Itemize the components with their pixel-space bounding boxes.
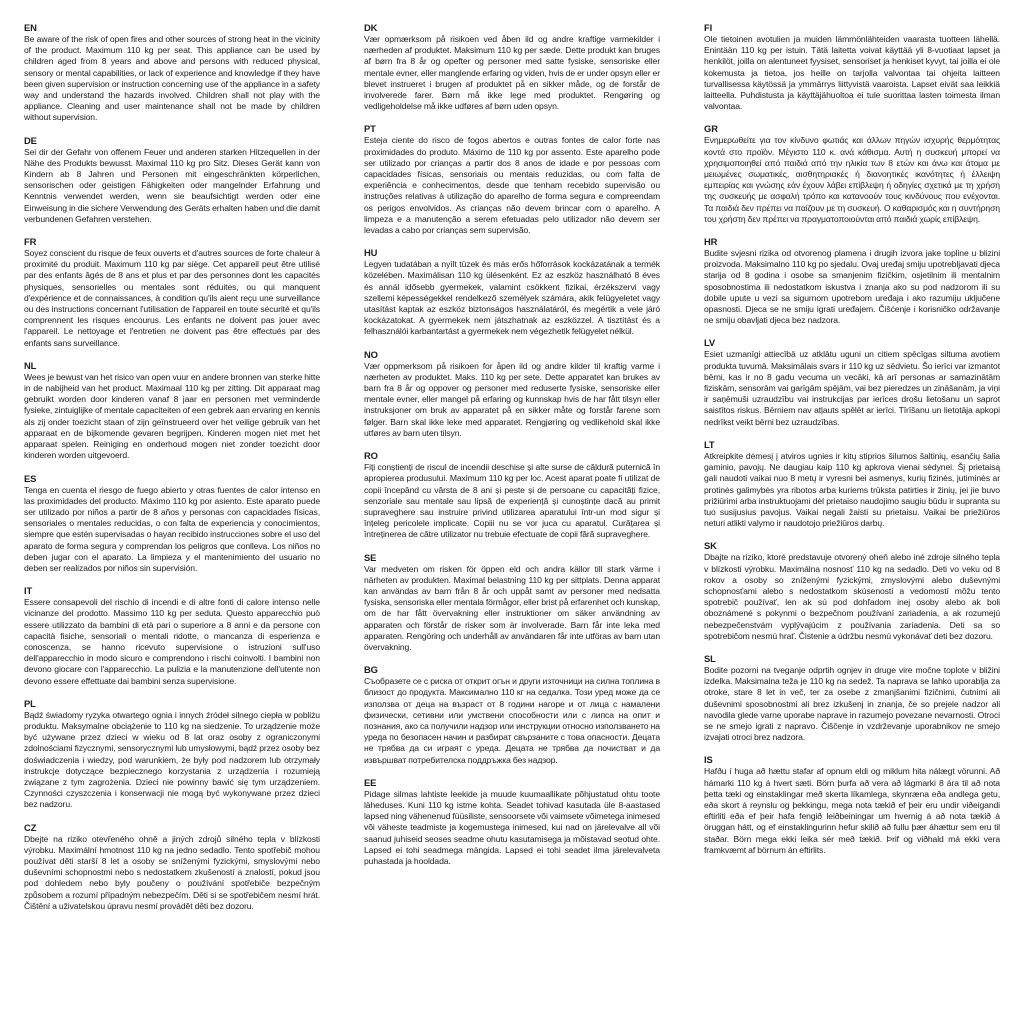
warning-text: Soyez conscient du risque de feux ouverts et d'autres sources de forte chaleur à proximité du produit. Maximum 110 kg par siège. Cet appareil peut être utilisé par des enfants âgés de 8 ans et plus et par des personnes dont les capacités physiques, sensorielles ou mentales sont réduites, ou qui manquent d'expérience et de connaissances, à condition qu'ils aient reçu une surveillance ou des instructions concernant l'utilisation de l'appareil en toute sécurité et qu'ils comprennent les risques encourus. Les enfants ne doivent pas jouer avec l'appareil. Le nettoyage et l'entretien ne doivent pas être effectués par des enfants sans surveillance. [24,248,320,348]
language-section [24,473,320,575]
language-section [704,653,1000,743]
language-section [24,135,320,225]
language-section [704,236,1000,326]
language-section [364,664,660,766]
language-code-label: EE [364,776,377,788]
language-section [364,552,660,654]
column-left [24,22,320,923]
language-section [364,22,660,112]
warning-text: Tenga en cuenta el riesgo de fuego abierto y otras fuentes de calor intenso en las proximidades del producto. Máximo 110 kg por asiento. Este aparato puede ser utilizado por niños a partir de 8 años y personas con capacidades físicas, sensoriales o mentales reducidas, o con falta de experiencia y conocimientos, siempre que estén supervisadas o hayan recibido instrucciones sobre el uso del aparato de forma segura y comprendan los peligros que conlleva. Los niños no deben jugar con el aparato. La limpieza y el mantenimiento del usuario no deben ser realizados por niños sin supervisión. [24,484,320,573]
language-section [24,236,320,349]
warning-text: Bądź świadomy ryzyka otwartego ognia i innych źródeł silnego ciepła w pobliżu produktu. Maksymalne obciążenie to 110 kg na siedzenie. To urządzenie może być używane przez dzieci w wieku od 8 lat oraz osoby z ograniczonymi zdolnościami fizycznymi, sensorycznymi lub umysłowymi, bądź przez osoby bez doświadczenia i wiedzy, pod warunkiem, że były pod nadzorem lub otrzymały instrukcje dotyczące bezpiecznego korzystania z urządzenia i rozumieją związane z tym zagrożenia. Dzieci nie powinny bawić się tym urządzeniem. Czynności czyszczenia i konserwacji nie mogą być wykonywane przez dzieci bez nadzoru. [24,709,320,810]
language-section [364,123,660,236]
warning-text: Budite svjesni rizika od otvorenog plamena i drugih izvora jake topline u blizini proizvoda. Maksimalno 110 kg po sjedalu. Ovaj uređaj smiju upotrebljavati djeca starija od 8 godina i osobe sa smanjenim fizičkim, osjetilnim ili mentalnim sposobnostima ili nedostatkom iskustva i znanja ako su pod nadzorom ili su dobile upute u vezi sa sigurnom upotrebom uređaja i ako razumiju uključene opasnosti. Djeca se ne smiju igrati uređajem. Čišćenje i korisničko održavanje ne smiju obavljati djeca bez nadzora. [704,248,1000,326]
language-code-label: SK [704,540,717,552]
language-section [24,822,320,912]
language-code-label: NO [364,348,378,360]
language-section [364,450,660,540]
language-section [704,540,1000,642]
language-code-label: LV [704,337,716,349]
warning-text: Be aware of the risk of open fires and other sources of strong heat in the vicinity of the product. Maximum 110 kg per seat. This appliance can be used by children aged from 8 years and above and persons with reduced physical, sensory or mental capabilities, or lack of experience and knowledge if they have been given supervision or instruction concerning use of the appliance in a safety way and understand the hazards involved. Children shall not play with the appliance. Cleaning and user maintenance shall not be made by children without supervision. [24,34,320,123]
warning-text: Wees je bewust van het risico van open vuur en andere bronnen van sterke hitte in de nabijheid van het product. Maximaal 110 kg per zitting. Dit apparaat mag gebruikt worden door kinderen vanaf 8 jaar en personen met verminderde fysieke, zintuiglijke of mentale capaciteiten of een gebrek aan ervaring en kennis als zij onder toezicht staan of zijn geïnstrueerd over het veilige gebruik van het apparaat en de bijkomende gevaren begrijpen. Kinderen mogen niet met het apparaat spelen. Reiniging en onderhoud mogen niet zonder toezicht door kinderen worden uitgevoerd. [24,371,320,461]
language-code-label: PT [364,123,376,135]
warning-text: Съобразете се с риска от открит огън и други източници на силна топлина в близост до продукта. Максимално 110 кг на седалка. Този уред може да се използва от деца на възраст от 8 години нагоре и от лица с намалени физически, сетивни или умствени способности или с липса на опит и познания, ако са получили надзор или инструкции относно използването на уреда по безопасен начин и разбират свързаните с това опасности. Децата не трябва да си играят с уреда. Децата не трябва да почистват и да извършват потребителска поддръжка без надзор. [364,676,660,765]
language-code-label: EN [24,22,37,33]
warning-text: Dbejte na riziko otevřeného ohně a jiných zdrojů silného tepla v blízkosti výrobku. Maximální hmotnost 110 kg na jedno sedadlo. Tento spotřebič mohou používat děti starší 8 let a osoby se sníženými fyzickými, smyslovými nebo duševními schopnostmi nebo s nedostatkem zkušeností a znalostí, pokud jsou pod dohledem nebo byly poučeny o používání spotřebiče bezpečným způsobem a rozumí případným nebezpečím. Děti si se spotřebičem nesmí hrát. Čištění a uživatelskou úpravu nesmí provádět děti bez dozoru. [24,833,320,911]
language-code-label: IT [24,585,33,597]
language-section [24,698,320,811]
language-code-label: SL [704,652,716,664]
warning-text: Sei dir der Gefahr von offenem Feuer und anderen starken Hitzequellen in der Nähe des Produkts bewusst. Maximal 110 kg pro Sitz. Dieses Gerät kann von Kindern ab 8 Jahren und Personen mit eingeschränkten körperlichen, sensorischen oder geistigen Fähigkeiten oder mangelnder Erfahrung und Kenntnis verwendet werden, wenn sie beaufsichtigt werden oder eine Einweisung in die sichere Verwendung des Geräts erhalten haben und die damit verbundenen Gefahren verstehen. [24,146,320,224]
language-code-label: CZ [24,821,37,833]
language-section [704,439,1000,529]
language-code-label: GR [704,123,718,135]
language-section [704,754,1000,856]
warning-text: Hafðu í huga að hættu stafar af opnum eldi og miklum hita nálægt vörunni. Að hámarki 110 kg á hvert sæti. Börn þurfa að vera að lágmarki 8 ára til að nota þetta tæki og einstaklingar með skerta líkamlega, skynræna eða andlega getu, eða skort á reynslu og þekkingu, mega nota tækið ef þeir eru undir viðeigandi eftirliti eða ef þeir hafa fengið leiðbeiningar um hvernig á að nota tækið á öruggan hátt, og ef einstaklingurinn hefur skilið að fullu þær áhættur sem eru til staðar. Börn mega ekki leika sér með tækið. Þrif og viðhald má ekki vera framkvæmt af börnum án eftirlits. [704,766,1000,855]
language-code-label: ES [24,472,37,484]
language-code-label: DE [24,134,37,146]
warning-text: Pidage silmas lahtiste leekide ja muude kuumaallikate põhjustatud ohtu toote läheduses. Kuni 110 kg istme kohta. Seadet tohivad kasutada üle 8-aastased lapsed ning vähenenud füüsiliste, sensoorsete või vaimsete võimetega inimesed või väheste teadmiste ja kogemustega inimesed, kui nad on järelevalve all või saanud juhiseid seoses seadme ohutu kasutamisega ja mõistavad seotud ohte. Lapsed ei tohi seadmega mängida. Lapsed ei tohi seadet ilma järelevalveta puhastada ja hooldada. [364,788,660,866]
warning-text: Ole tietoinen avotulien ja muiden lämmönlähteiden vaarasta tuotteen lähellä. Enintään 110 kg per istuin. Tätä laitetta voivat käyttää yli 8-vuotiaat lapset ja henkilöt, joilla on alentuneet fyysiset, sensoriset ja henkiset kyvyt, tai joilla ei ole kokemusta ja tietoa, jos heille on tarjolla valvontaa tai ohjeita laitteen turvallisessa käytössä ja ymmärrys liittyvistä vaaroista. Lapset eivät saa leikkiä laitteella. Puhdistusta ja käyttäjähuoltoa ei tule suorittaa lasten toimesta ilman valvontaa. [704,34,1000,112]
language-code-label: BG [364,664,378,676]
warning-text: Vær opmærksom på risikoen ved åben ild og andre kraftige varmekilder i nærheden af produktet. Maksimum 110 kg per sæde. Dette produkt kan bruges af børn fra 8 år og opefter og personer med satte fysiske, sensoriske eller mentale evner, eller manglende erfaring og viden, hvis de er under opsyn eller er blevet instrueret i brugen af produktet på en sikker måde, og de forstår de involverede farer. Børn må ikke lege med produktet. Rengøring og vedligeholdelse må ikke udføres af børn uden opsyn. [364,34,660,112]
language-section [364,777,660,867]
language-section [704,337,1000,427]
warning-text: Var medveten om risken för öppen eld och andra källor till stark värme i närheten av produkten. Maximal belastning 110 kg per sittplats. Denna apparat kan användas av barn från 8 år och uppåt samt av personer med nedsatta fysiska, sensoriska eller mentala förmågor, eller brist på erfarenhet och kunskap, om de har fått övervakning eller instruktioner om säker användning av apparaten och förstår de risker som är involverade. Barn får inte leka med apparaten. Rengöring och underhåll av användaren får inte utföras av barn utan övervakning. [364,563,660,652]
language-code-label: DK [364,22,378,33]
warning-text: Esteja ciente do risco de fogos abertos e outras fontes de calor forte nas proximidades do produto. Máximo de 110 kg por assento. Este aparelho pode ser utilizado por crianças a partir dos 8 anos de idade e por pessoas com capacidades físicas, sensoriais ou mentais reduzidas, ou com falta de experiência e conhecimentos, desde que tenham recebido supervisão ou instruções relativas à utilização do aparelho de forma segura e compreendam os perigos envolvidos. As crianças não devem brincar com o aparelho. A limpeza e a manutenção a serem efetuadas pelo utilizador não devem ser levadas a cabo por crianças sem supervisão. [364,135,660,236]
language-code-label: LT [704,438,715,450]
language-section [24,585,320,687]
language-section [24,360,320,462]
language-code-label: HR [704,236,718,248]
language-code-label: SE [364,551,377,563]
warning-text: Legyen tudatában a nyílt tüzek és más erős hőforrások kockázatának a termék közelében. Maximálisan 110 kg ülésenként. Ez az eszköz használható 8 éves és annál idősebb gyermekek, valamint csökkent fizikai, érzékszervi vagy szellemi képességekkel rendelkező személyek számára, akik felügyeletet vagy utasítást kaptak az eszköz biztonságos használatáról, és megértik a vele járó kockázatokat. A gyermekek nem játszhatnak az eszközzel. A tisztítást és a felhasználói karbantartást a gyermekek nem végezhetik felügyelet nélkül. [364,259,660,337]
warning-text: Vær oppmerksom på risikoen for åpen ild og andre kilder til kraftig varme i nærheten av produktet. Maks. 110 kg per sete. Dette apparatet kan brukes av barn fra 8 år og oppover og personer med reduserte fysiske, sensoriske eller mentale evner, eller mangel på erfaring og kunnskap hvis de har fått tilsyn eller instruksjoner om bruk av apparatet på en sikker måte og forstår farene som følger. Barn skal ikke leke med apparatet. Rengjøring og vedlikehold skal ikke utføres av barn uten tilsyn. [364,360,660,438]
warning-columns [24,22,1000,923]
language-section [364,349,660,439]
language-section [704,22,1000,112]
warning-text: Atkreipkite dėmesį į atviros ugnies ir kitų stiprios šilumos šaltinių, esančių šalia gaminio, pavojų. Ne daugiau kaip 110 kg apkrova vienai sėdynei. Šį prietaisą gali naudoti vaikai nuo 8 metų ir vyresni bei asmenys, kurių fizinės, jutiminės ar protinės galimybės yra ribotos arba kuriems trūksta patirties ir žinių, jei jie buvo prižiūrimi arba instruktuojami dėl prietaiso naudojimo saugiu būdu ir supranta su tuo susijusius pavojus. Vaikai negali žaisti su prietaisu. Vaikai be priežiūros neturi atlikti valymo ir naudotojo priežiūros darbų. [704,450,1000,529]
language-code-label: HU [364,247,378,259]
column-middle [364,22,660,923]
language-code-label: PL [24,697,36,709]
language-code-label: IS [704,754,713,766]
warning-text: Fiți conștienți de riscul de incendii deschise și alte surse de căldură puternică în apropierea produsului. Maximum 110 kg per loc. Acest aparat poate fi utilizat de copii începând cu vârsta de 8 ani și peste și de persoane cu capacități fizice, senzoriale sau mentale sau lipsă de experiență și cunoștințe dacă au primit supraveghere sau instruire privind utilizarea aparatului într-un mod sigur și înțeleg pericolele implicate. Copiii nu se vor juca cu aparatul. Curățarea și întreținerea de către utilizator nu trebuie efectuate de copii fără supraveghere. [364,462,660,540]
warning-text: Essere consapevoli del rischio di incendi e di altre fonti di calore intenso nelle vicinanze del prodotto. Massimo 110 kg per seduta. Questo apparecchio può essere utilizzato da bambini di età pari o superiore a 8 anni e da persone con capacità fisiche, sensoriali o mentali ridotte, o mancanza di esperienza e conoscenza, se hanno ricevuto supervisione o istruzioni sull'uso dell'apparecchio in modo sicuro e comprendono i rischi coinvolti. I bambini non devono giocare con l'apparecchio. La pulizia e la manutenzione dell'utente non devono essere effettuate dai bambini senza supervisione. [24,597,320,686]
warning-text: Esiet uzmanīgi attiecībā uz atklātu uguni un citiem spēcīgas siltuma avotiem produkta tuvumā. Maksimālais svars ir 110 kg uz sēdvietu. Šo ierīci var izmantot bērni, kas ir no 8 gadu vecuma un vecāki, kā arī personas ar samazinātām fiziskām, sensorām vai garīgām spējām, vai bez pieredzes un zināšanām, ja viņi ir saņēmuši uzraudzību vai instrukcijas par ierīces drošu lietošanu un saprot saistītos riskus. Bērniem nav atļauts spēlēt ar ierīci. Tīrīšanu un lietotāja apkopi nedrīkst veikt bērni bez uzraudzības. [704,349,1000,427]
language-section [364,247,660,337]
language-code-label: RO [364,450,378,462]
warning-text: Bodite pozorni na tveganje odprtih ognjev in druge vire močne toplote v bližini izdelka. Maksimalna teža je 110 kg na sedež. Ta naprava se lahko uporablja za otroke, stare 8 let in več, ter za osebe z zmanjšanimi fizičnimi, čutnimi ali duševnimi sposobnostmi ali brez izkušenj in znanja, če so prejele nadzor ali navodila glede varne uporabe naprave in razumejo povezane nevarnosti. Otroci se ne smejo igrati z napravo. Čiščenje in vzdrževanje uporabnikov ne smejo izvajati otroci brez nadzora. [704,664,1000,743]
language-section [704,123,1000,225]
warning-text: Dbajte na riziko, ktoré predstavuje otvorený oheň alebo iné zdroje silného tepla v blízkosti výrobku. Maximálna nosnosť 110 kg na sedadlo. Deti vo veku od 8 rokov a osoby so zníženými fyzickými, zmyslovými alebo duševnými schopnosťami alebo s nedostatkom skúseností a vedomostí môžu tento spotrebič používať, len ak sú pod dohľadom inej osoby alebo ak boli oboznámené s pokynmi o bezpečnom používaní zariadenia, a ak rozumejú nebezpečenstvám vyplývajúcim z používania zariadenia. Deti sa so spotrebičom nesmú hrať. Čistenie a údržbu nesmú vykonávať deti bez dozoru. [704,552,1000,641]
language-code-label: NL [24,359,37,371]
language-code-label: FI [704,22,713,33]
warning-text: Ενημερωθείτε για τον κίνδυνο φωτιάς και άλλων πηγών ισχυρής θερμότητας κοντά στο προϊόν. Μέγιστο 110 κ. ανά κάθισμα. Αυτή η συσκευή μπορεί να χρησιμοποιηθεί από παιδιά από την ηλικία των 8 ετών και άνω και άτομα με μειωμένες σωματικές, αισθητηριακές ή διανοητικές ικανότητες ή έλλειψη εμπειρίας και γνώσης εάν έχουν λάβει επίβλεψη ή οδηγίες σχετικά με τη χρήση της συσκευής με ασφαλή τρόπο και κατανοούν τους κινδύνους που ενέχονται. Τα παιδιά δεν πρέπει να παίζουν με τη συσκευή. Ο καθαρισμός και η συντήρηση του χρήστη δεν πρέπει να πραγματοποιούνται από παιδιά χωρίς επίβλεψη. [704,135,1000,224]
column-right [704,22,1000,923]
language-section [24,22,320,124]
language-code-label: FR [24,236,37,248]
